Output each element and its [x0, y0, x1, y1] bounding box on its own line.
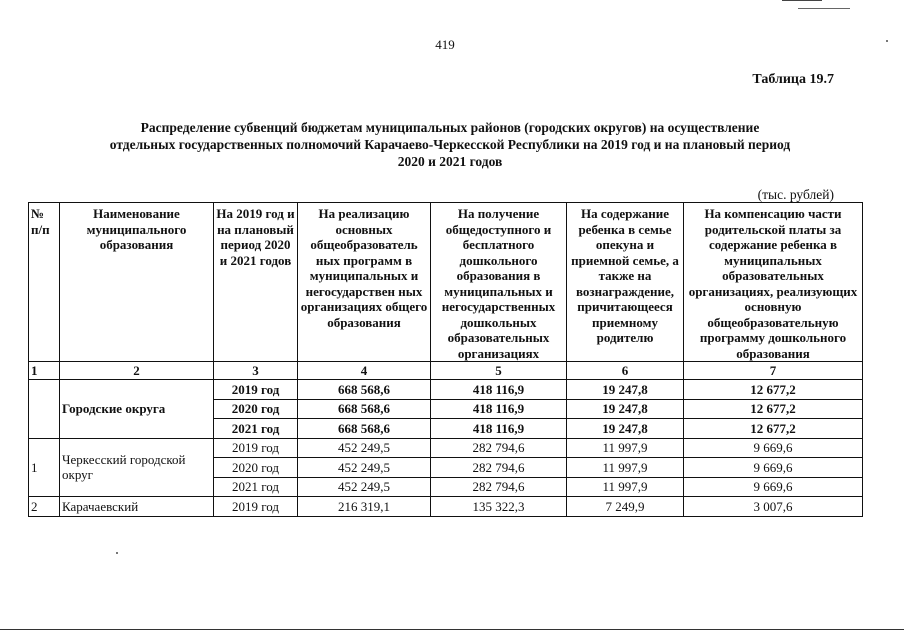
column-number: 1	[29, 362, 60, 380]
table-row	[29, 380, 863, 400]
value-cell: 135 322,3	[431, 497, 567, 517]
value-cell: 12 677,2	[684, 399, 863, 419]
row-number-cell	[29, 380, 60, 439]
header-cell-general-education: На реализацию основных общеобразователь ных программ в муниципальных и негосударствен ных организациях общего образования	[298, 203, 431, 362]
value-cell: 19 247,8	[567, 419, 684, 439]
scan-edge-line	[0, 629, 904, 630]
value-cell: 282 794,6	[431, 458, 567, 478]
value-cell: 668 568,6	[298, 399, 431, 419]
header-cell-num: № п/п	[29, 203, 60, 362]
title-line: 2020 и 2021 годов	[397, 154, 503, 169]
value-cell: 11 997,9	[567, 477, 684, 497]
value-cell: 282 794,6	[431, 438, 567, 458]
header-cell-period: На 2019 год и на плановый период 2020 и 2021 годов	[214, 203, 298, 362]
year-cell: 2020 год	[214, 458, 298, 478]
value-cell: 19 247,8	[567, 399, 684, 419]
units-label: (тыс. рублей)	[757, 187, 834, 202]
value-cell: 7 249,9	[567, 497, 684, 517]
value-cell: 9 669,6	[684, 438, 863, 458]
year-cell: 2020 год	[214, 399, 298, 419]
title-line: отдельных государственных полномочий Карачаево-Черкесской Республики на 2019 год и на плановый период	[109, 137, 791, 152]
table-row	[29, 497, 863, 517]
header-row	[29, 203, 863, 362]
header-cell-foster-care: На содержание ребенка в семье опекуна и приемной семье, а также на вознаграждение, причитающееся приемному родителю	[567, 203, 684, 362]
year-cell: 2019 год	[214, 380, 298, 400]
year-cell: 2021 год	[214, 477, 298, 497]
value-cell: 418 116,9	[431, 419, 567, 439]
value-cell: 452 249,5	[298, 438, 431, 458]
column-number: 2	[60, 362, 214, 380]
column-number: 6	[567, 362, 684, 380]
value-cell: 9 669,6	[684, 477, 863, 497]
table-label: Таблица 19.7	[752, 72, 834, 87]
value-cell: 668 568,6	[298, 380, 431, 400]
value-cell: 11 997,9	[567, 438, 684, 458]
value-cell: 452 249,5	[298, 477, 431, 497]
header-cell-name: Наименование муниципального образования	[60, 203, 214, 362]
value-cell: 3 007,6	[684, 497, 863, 517]
municipality-name-cell: Карачаевский	[60, 497, 214, 517]
value-cell: 12 677,2	[684, 419, 863, 439]
document-title	[50, 119, 850, 170]
table-row	[29, 438, 863, 458]
value-cell: 452 249,5	[298, 458, 431, 478]
scan-edge-line	[782, 0, 822, 1]
year-cell: 2019 год	[214, 438, 298, 458]
scan-speck	[116, 552, 118, 554]
year-cell: 2019 год	[214, 497, 298, 517]
column-number: 7	[684, 362, 863, 380]
value-cell: 418 116,9	[431, 380, 567, 400]
column-number: 5	[431, 362, 567, 380]
value-cell: 11 997,9	[567, 458, 684, 478]
header-cell-parent-compensation: На компенсацию части родительской платы за содержание ребенка в муниципальных образовательных организациях, реализующих основную общеобразовательную программу дошкольного образования	[684, 203, 863, 362]
subvention-table	[28, 202, 863, 517]
value-cell: 418 116,9	[431, 399, 567, 419]
value-cell: 9 669,6	[684, 458, 863, 478]
column-number: 3	[214, 362, 298, 380]
year-cell: 2021 год	[214, 419, 298, 439]
value-cell: 12 677,2	[684, 380, 863, 400]
column-number-row	[29, 362, 863, 380]
value-cell: 282 794,6	[431, 477, 567, 497]
column-number: 4	[298, 362, 431, 380]
page-number: 419	[435, 37, 455, 52]
municipality-name-cell: Городские округа	[60, 380, 214, 439]
value-cell: 216 319,1	[298, 497, 431, 517]
value-cell: 19 247,8	[567, 380, 684, 400]
value-cell: 668 568,6	[298, 419, 431, 439]
title-line: Распределение субвенций бюджетам муниципальных районов (городских округов) на осуществление	[140, 120, 760, 135]
municipality-name-cell: Черкесский городской округ	[60, 438, 214, 497]
row-number-cell: 2	[29, 497, 60, 517]
row-number-cell: 1	[29, 438, 60, 497]
header-cell-preschool: На получение общедоступного и бесплатного дошкольного образования в муниципальных и негосударственных дошкольных образовательных организациях	[431, 203, 567, 362]
scan-edge-line	[798, 8, 850, 9]
